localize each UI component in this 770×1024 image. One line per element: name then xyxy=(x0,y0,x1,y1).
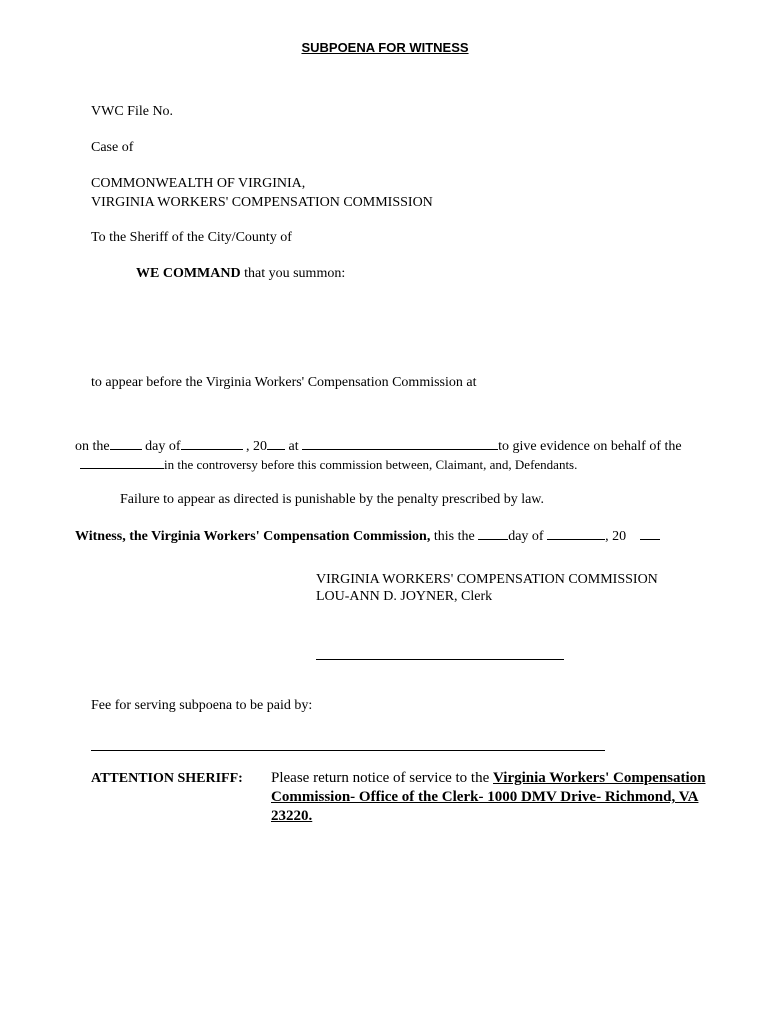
at-label: at xyxy=(288,439,299,454)
attention-prefix: Please return notice of service to the xyxy=(271,770,493,786)
command-rest: that you summon: xyxy=(240,266,346,281)
appear-line: to appear before the Virginia Workers' Compensation Commission at xyxy=(91,375,477,390)
on-the-label: on the xyxy=(75,439,110,454)
document-title: SUBPOENA FOR WITNESS xyxy=(301,40,469,55)
location-blank[interactable] xyxy=(302,437,498,450)
fee-payer-line[interactable] xyxy=(91,750,605,751)
witness-line xyxy=(75,527,660,545)
day-of-label: day of xyxy=(145,439,181,454)
witness-day-of: day of xyxy=(508,529,544,544)
attention-label: ATTENTION SHERIFF: xyxy=(91,771,243,786)
day-blank[interactable] xyxy=(110,437,142,450)
signature-line[interactable] xyxy=(316,659,564,660)
controversy-text: in the controversy before this commission between, Claimant, and, Defendants. xyxy=(164,457,578,472)
year-prefix-label: , 20 xyxy=(246,439,267,454)
file-no-label: VWC File No. xyxy=(91,104,174,119)
command-bold: WE COMMAND xyxy=(136,266,241,281)
commission-line: VIRGINIA WORKERS' COMPENSATION COMMISSION xyxy=(91,195,433,210)
command-line xyxy=(136,266,345,282)
commission-address: Virginia Workers' Compensation Commission- Office of the Clerk- 1000 DMV Drive- Richmond, VA 23220. xyxy=(271,770,706,824)
case-of-label: Case of xyxy=(91,140,134,155)
attention-text xyxy=(271,769,731,826)
sheriff-line: To the Sheriff of the City/County of xyxy=(91,230,292,245)
witness-bold: Witness, the Virginia Workers' Compensation Commission, xyxy=(75,529,431,544)
controversy-line xyxy=(80,456,577,473)
commonwealth-line: COMMONWEALTH OF VIRGINIA, xyxy=(91,176,306,191)
failure-notice: Failure to appear as directed is punishable by the penalty prescribed by law. xyxy=(120,492,545,507)
month-blank[interactable] xyxy=(181,437,243,450)
year-blank[interactable] xyxy=(267,437,285,450)
witness-month-blank[interactable] xyxy=(547,527,605,540)
signature-org: VIRGINIA WORKERS' COMPENSATION COMMISSION xyxy=(316,572,658,587)
witness-year-prefix: , 20 xyxy=(605,529,627,544)
date-line xyxy=(75,437,682,455)
evidence-label: to give evidence on behalf of the xyxy=(498,439,682,454)
witness-day-blank[interactable] xyxy=(478,527,508,540)
behalf-blank[interactable] xyxy=(80,456,164,469)
fee-line: Fee for serving subpoena to be paid by: xyxy=(91,698,313,713)
signature-clerk: LOU-ANN D. JOYNER, Clerk xyxy=(316,589,493,604)
witness-year-blank[interactable] xyxy=(640,527,660,540)
witness-this-the: this the xyxy=(430,529,475,544)
